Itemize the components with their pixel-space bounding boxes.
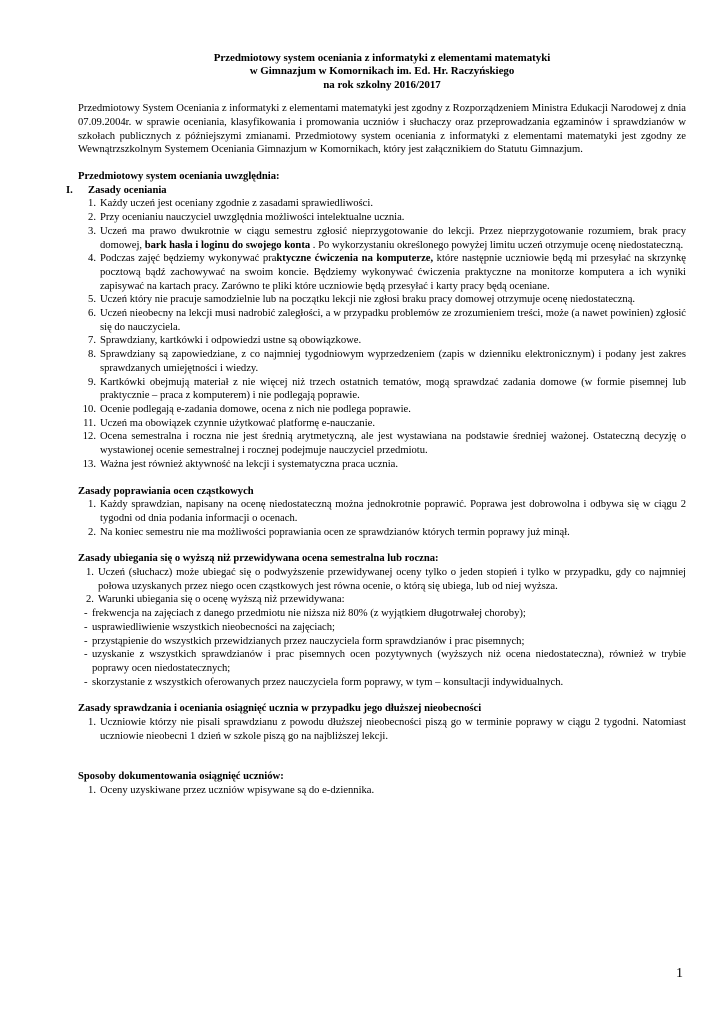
title-line-1: Przedmiotowy system oceniania z informatyki z elementami matematyki [213,52,551,64]
item-text: frekwencja na zajęciach z danego przedmiotu nie niższa niż 80% (z wyjątkiem długotrwałej choroby); [92,608,526,620]
list-item [78,403,686,417]
section2-heading: Zasady poprawiania ocen cząstkowych [78,485,254,497]
item-text: Podczas zajęć będziemy wykonywać pra [100,253,277,265]
item-number: 2. [88,212,96,224]
list-item [78,376,686,403]
list-item [78,458,686,472]
item-text: Ocena semestralna i roczna nie jest średnią arytmetyczną, ale jest wystawiana na podstawie średniej ważonej. Ostateczną decyzję o wystawionej ocenie semestralnej i rocznej podejmuje nauczyciel przedmiotu. [100,431,686,457]
item-number: - [84,676,88,688]
section5-list [78,784,686,798]
list-item [78,334,686,348]
roman-numeral: I. [66,184,73,196]
item-text: . Po wykorzystaniu określonego powyżej limitu uczeń otrzymuje ocenę niedostateczną. [310,239,684,251]
item-number: 8. [88,349,96,361]
item-text: Przy ocenianiu nauczyciel uwzględnia możliwości intelektualne ucznia. [100,212,405,224]
item-text: Uczeń który nie pracuje samodzielnie lub na początku lekcji nie zgłosi braku pracy domowej otrzymuje ocenę niedostateczną. [100,294,636,306]
item-number: 1. [88,785,96,797]
item-emphasis: ktyczne ćwiczenia na komputerze, [276,253,434,265]
list-item [78,430,686,457]
list-item [78,293,686,307]
item-text: Uczniowie którzy nie pisali sprawdzianu z powodu dłuższej nieobecności piszą go w terminie poprawy w ciągu 2 tygodni. Natomiast uczniowie nieobecni 1 dzień w szkole piszą go na najbliższej lekcji. [100,717,686,742]
item-text: Sprawdziany są zapowiedziane, z co najmniej tygodniowym wyprzedzeniem (zapis w dzienniku elektronicznym) i podany jest zakres sprawdzanych umiejętności i wiedzy. [100,349,686,374]
list-item [78,607,686,621]
list-item [78,348,686,375]
list-item [78,225,686,252]
section1-list [78,197,686,471]
list-item [78,197,686,211]
section3-heading: Zasady ubiegania się o wyższą niż przewidywana ocena semestralna lub roczna: [78,553,439,565]
title-line-2: w Gimnazjum w Komornikach im. Ed. Hr. Raczyńskiego [249,65,515,78]
list-item [78,307,686,334]
page-number: 1 [676,966,683,981]
item-text: usprawiedliwienie wszystkich nieobecności na zajęciach; [92,621,335,633]
list-item [78,648,686,675]
item-text: Sprawdziany, kartkówki i odpowiedzi ustne są obowiązkowe. [100,335,362,347]
list-item: 2. Warunki ubiegania się o ocenę wyższą niż przewidywana: [86,594,345,606]
item-number: 10. [82,403,96,415]
item-text: Każdy sprawdzian, napisany na ocenę niedostateczną można jednokrotnie poprawić. Poprawa jest dobrowolna i odbywa się w ciągu 2 tygodni od dnia podania informacji o ocenach. [100,499,686,524]
item-number: - [84,649,88,661]
list-item [78,252,686,293]
list-item [78,526,686,540]
document-page [66,52,686,798]
item-text: Każdy uczeń jest oceniany zgodnie z zasadami sprawiedliwości. [100,198,373,210]
item-text: Uczeń ma obowiązek czynnie użytkować platformę e-nauczanie. [100,417,376,429]
list-item [78,417,686,431]
section1-heading: Przedmiotowy system oceniania uwzględnia: [78,171,280,183]
item-number: - [84,608,88,620]
list-item [78,635,686,649]
item-number: 6. [88,308,96,320]
item-number: - [84,621,88,633]
item-number: 1. [88,717,96,729]
list-item: 1. Uczeń (słuchacz) może ubiegać się o podwyższenie przewidywanej oceny tylko o jeden stopień i tylko w przypadku, gdy co najmniej połowa uzyskanych przez niego ocen cząstkowych jest równa ocenie, o którą się ubiega, lub od niej wyższa. [86,567,686,592]
title-line-3: na rok szkolny 2016/2017 [323,78,441,91]
item-text: Uczeń ma prawo dwukrotnie w ciągu semestru zgłosić nieprzygotowanie do lekcji. Przez nieprzygotowanie rozumiem, brak pracy domowej, [100,225,686,251]
subheading-text: Zasady oceniania [88,184,167,196]
item-number: 12. [82,431,96,443]
item-text: Na koniec semestru nie ma możliwości poprawiania ocen ze sprawdzianów których termin poprawy już minął. [100,526,570,538]
list-item [78,621,686,635]
list-item [78,784,686,798]
section4-heading: Zasady sprawdzania i oceniania osiągnięć ucznia w przypadku jego dłuższej nieobecności [78,703,482,715]
item-number: 7. [88,335,96,347]
list-item [78,676,686,690]
item-number: 5. [88,294,96,306]
item-number: 1. [88,198,96,210]
item-number: 11. [83,417,96,429]
list-item [78,716,686,743]
item-text: Kartkówki obejmują materiał z nie więcej niż trzech ostatnich tematów, mogą sprawdzać zadania domowe (w formie pisemnej lub praktycznie – praca z komputerem) i nie podlegają poprawie. [100,376,686,402]
section3-dash-list [78,607,686,689]
item-text: które następnie uczniowie będą mi przesyłać na skrzynkę pocztową bądź zachowywać na swoim koncie. Będziemy wykonywać ćwiczenia praktyczne na monitorze komputera a ich wyniki zapisywać na kartach pracy. Zarówno te pliki które uczniowie będą przesyłać i karty pracy będą oceniane. [100,253,686,292]
document-title [78,52,686,92]
item-text: Ważna jest również aktywność na lekcji i systematyczna praca ucznia. [100,458,398,470]
item-number: 4. [88,253,96,265]
item-text: skorzystanie z wszystkich oferowanych przez nauczyciela form poprawy, w tym – konsultacji indywidualnych. [92,676,564,688]
item-text: Uczeń nieobecny na lekcji musi nadrobić zaległości, a w przypadku problemów ze zrozumieniem treści, może (a nawet powinien) zgłosić się do nauczyciela. [100,308,686,333]
item-text: przystąpienie do wszystkich przewidzianych przez nauczyciela form sprawdzianów i prac pisemnych; [92,635,525,647]
item-emphasis: bark hasła i loginu do swojego konta [144,239,311,251]
item-number: 1. [88,499,96,511]
item-number: 2. [88,526,96,538]
item-number: 9. [88,376,96,388]
section2-list [78,498,686,539]
section5-heading: Sposoby dokumentowania osiągnięć uczniów: [78,771,284,783]
item-number: 13. [82,458,96,470]
section3-list [78,566,686,607]
section1-subheading [62,184,686,198]
item-number: - [84,635,88,647]
list-item [78,498,686,525]
section4-list [78,716,686,743]
intro-paragraph: Przedmiotowy System Oceniania z informatyki z elementami matematyki jest zgodny z Rozporządzeniem Ministra Edukacji Narodowej z dnia 07.09.2004r. w sprawie oceniania, klasyfikowania i promowania uczniów i słuchaczy oraz przeprowadzania egzaminów i sprawdzianów w szkołach publicznych z późniejszymi zmianami. Przedmiotowy system oceniania z informatyki z elementami matematyki jest zgodny ze Wewnątrzszkolnym Systemem Oceniania Gimnazjum w Komornikach, który jest załącznikiem do Statutu Gimnazjum. [78,103,686,156]
item-text: Ocenie podlegają e-zadania domowe, ocena z nich nie podlega poprawie. [100,403,411,415]
item-number: 3. [88,225,96,237]
list-item [78,211,686,225]
item-text: Oceny uzyskiwane przez uczniów wpisywane są do e-dziennika. [100,785,375,797]
item-text: uzyskanie z wszystkich sprawdzianów i prac pisemnych ocen pozytywnych (wyższych niż ocena niedostateczna), również w trybie poprawy ocen niedostatecznych; [92,649,686,674]
